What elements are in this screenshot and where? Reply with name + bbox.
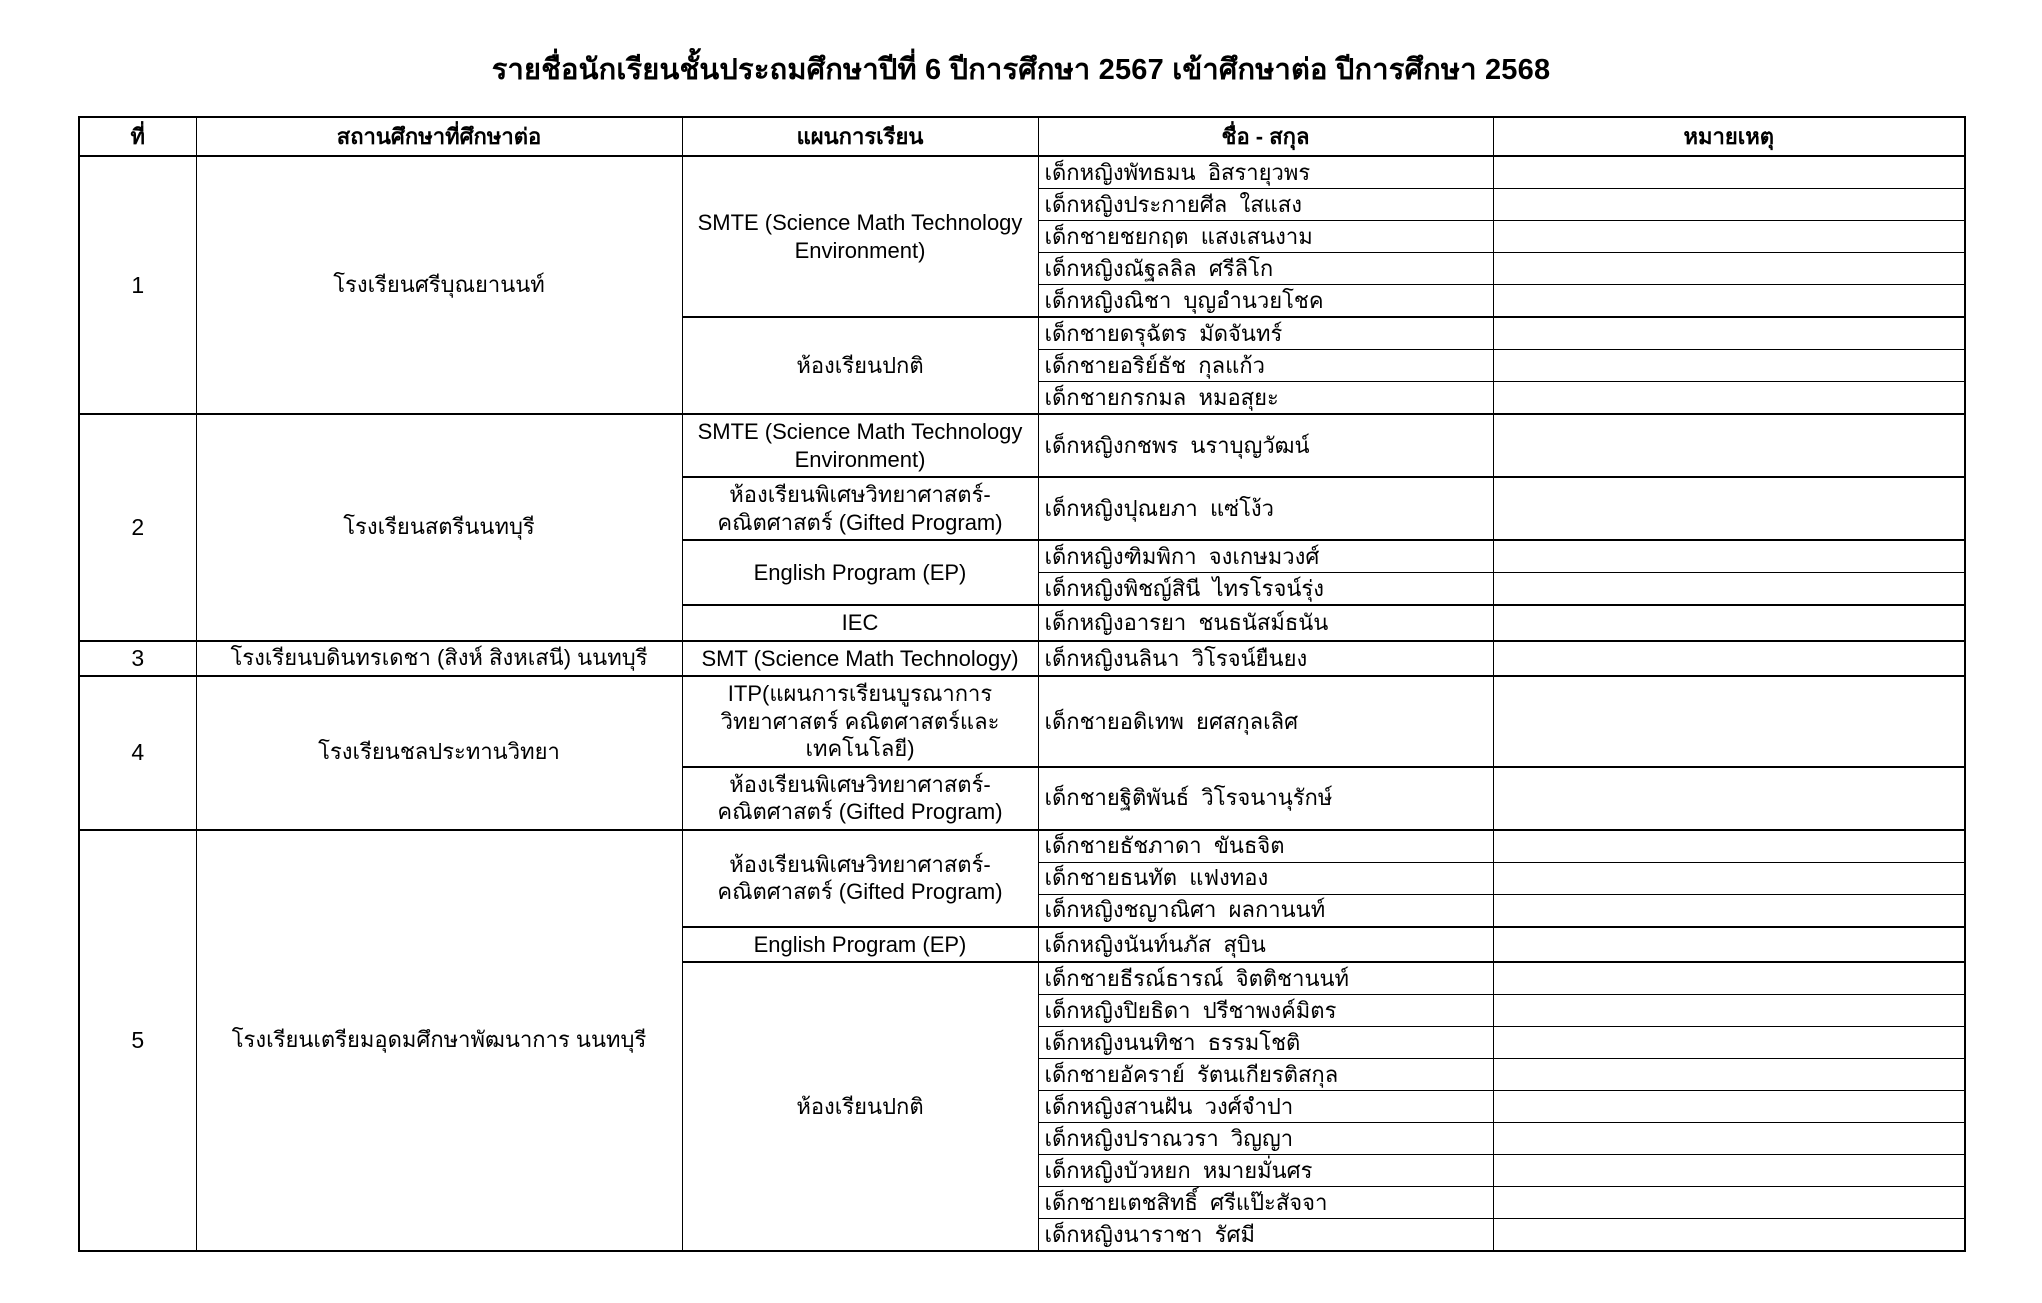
plan-cell: English Program (EP) xyxy=(682,927,1038,963)
remark-cell xyxy=(1493,605,1965,641)
plan-cell: SMTE (Science Math Technology Environment) xyxy=(682,414,1038,477)
plan-cell: ห้องเรียนปกติ xyxy=(682,317,1038,414)
remark-cell xyxy=(1493,1219,1965,1252)
column-header-no: ที่ xyxy=(79,117,196,156)
student-name-cell: เด็กชายธีรณ์ธารณ์ จิตติชานนท์ xyxy=(1038,962,1493,995)
remark-cell xyxy=(1493,253,1965,285)
remark-cell xyxy=(1493,1187,1965,1219)
column-header-remark: หมายเหตุ xyxy=(1493,117,1965,156)
school-name-cell: โรงเรียนชลประทานวิทยา xyxy=(196,676,682,830)
student-name-cell: เด็กหญิงกชพร นราบุญวัฒน์ xyxy=(1038,414,1493,477)
student-name-cell: เด็กหญิงปุณยภา แซ่โง้ว xyxy=(1038,477,1493,540)
table-row xyxy=(79,676,1965,767)
plan-cell: ห้องเรียนปกติ xyxy=(682,962,1038,1251)
row-number-cell: 5 xyxy=(79,830,196,1252)
column-header-name: ชื่อ - สกุล xyxy=(1038,117,1493,156)
student-name-cell: เด็กหญิงณัฐลลิล ศรีลิโก xyxy=(1038,253,1493,285)
plan-cell: English Program (EP) xyxy=(682,540,1038,605)
remark-cell xyxy=(1493,477,1965,540)
school-name-cell: โรงเรียนศรีบุณยานนท์ xyxy=(196,156,682,414)
remark-cell xyxy=(1493,317,1965,350)
remark-cell xyxy=(1493,1091,1965,1123)
remark-cell xyxy=(1493,862,1965,894)
student-name-cell: เด็กหญิงพัทธมน อิสรายุวพร xyxy=(1038,156,1493,189)
remark-cell xyxy=(1493,573,1965,606)
remark-cell xyxy=(1493,927,1965,963)
remark-cell xyxy=(1493,962,1965,995)
plan-cell: IEC xyxy=(682,605,1038,641)
table-row xyxy=(79,156,1965,189)
remark-cell xyxy=(1493,350,1965,382)
table-row xyxy=(79,830,1965,863)
remark-cell xyxy=(1493,1155,1965,1187)
student-name-cell: เด็กหญิงพิชญ์สินี ไทรโรจน์รุ่ง xyxy=(1038,573,1493,606)
plan-cell: ห้องเรียนพิเศษวิทยาศาสตร์-คณิตศาสตร์ (Gifted Program) xyxy=(682,767,1038,830)
student-name-cell: เด็กชายกรกมล หมอสุยะ xyxy=(1038,382,1493,415)
school-name-cell: โรงเรียนเตรียมอุดมศึกษาพัฒนาการ นนทบุรี xyxy=(196,830,682,1252)
row-number-cell: 3 xyxy=(79,641,196,677)
row-number-cell: 2 xyxy=(79,414,196,641)
plan-cell: SMTE (Science Math Technology Environment) xyxy=(682,156,1038,317)
student-name-cell: เด็กชายอริย์ธัช กุลแก้ว xyxy=(1038,350,1493,382)
remark-cell xyxy=(1493,540,1965,573)
row-number-cell: 1 xyxy=(79,156,196,414)
school-name-cell: โรงเรียนบดินทรเดชา (สิงห์ สิงหเสนี) นนทบุรี xyxy=(196,641,682,677)
page-title: รายชื่อนักเรียนชั้นประถมศึกษาปีที่ 6 ปีการศึกษา 2567 เข้าศึกษาต่อ ปีการศึกษา 2568 xyxy=(491,54,1551,86)
student-name-cell: เด็กชายฐิติพันธ์ วิโรจนานุรักษ์ xyxy=(1038,767,1493,830)
remark-cell xyxy=(1493,995,1965,1027)
student-name-cell: เด็กหญิงฑิมพิกา จงเกษมวงศ์ xyxy=(1038,540,1493,573)
plan-cell: ห้องเรียนพิเศษวิทยาศาสตร์-คณิตศาสตร์ (Gifted Program) xyxy=(682,477,1038,540)
table-row xyxy=(79,641,1965,677)
student-name-cell: เด็กชายเตชสิทธิ์ ศรีแป๊ะสัจจา xyxy=(1038,1187,1493,1219)
remark-cell xyxy=(1493,1123,1965,1155)
table-body xyxy=(79,156,1965,1251)
student-name-cell: เด็กชายธนทัต แฟงทอง xyxy=(1038,862,1493,894)
plan-cell: ห้องเรียนพิเศษวิทยาศาสตร์-คณิตศาสตร์ (Gifted Program) xyxy=(682,830,1038,927)
table-header xyxy=(79,117,1965,156)
remark-cell xyxy=(1493,156,1965,189)
student-name-cell: เด็กหญิงประกายศีล ใสแสง xyxy=(1038,189,1493,221)
student-name-cell: เด็กหญิงนันท์นภัส สุบิน xyxy=(1038,927,1493,963)
student-name-cell: เด็กหญิงอารยา ชนธนัสม์ธนัน xyxy=(1038,605,1493,641)
plan-cell: SMT (Science Math Technology) xyxy=(682,641,1038,677)
student-name-cell: เด็กชายอัคราย์ รัตนเกียรติสกุล xyxy=(1038,1059,1493,1091)
remark-cell xyxy=(1493,894,1965,927)
student-name-cell: เด็กหญิงปราณวรา วิญญา xyxy=(1038,1123,1493,1155)
remark-cell xyxy=(1493,641,1965,677)
student-name-cell: เด็กหญิงสานฝัน วงศ์จำปา xyxy=(1038,1091,1493,1123)
table-row xyxy=(79,414,1965,477)
student-name-cell: เด็กหญิงนาราชา รัศมี xyxy=(1038,1219,1493,1252)
student-name-cell: เด็กชายธัชภาดา ขันธจิต xyxy=(1038,830,1493,863)
student-name-cell: เด็กชายอดิเทพ ยศสกุลเลิศ xyxy=(1038,676,1493,767)
student-name-cell: เด็กหญิงนลินา วิโรจน์ยืนยง xyxy=(1038,641,1493,677)
remark-cell xyxy=(1493,285,1965,318)
school-name-cell: โรงเรียนสตรีนนทบุรี xyxy=(196,414,682,641)
student-name-cell: เด็กหญิงปิยธิดา ปรีชาพงค์มิตร xyxy=(1038,995,1493,1027)
column-header-school: สถานศึกษาที่ศึกษาต่อ xyxy=(196,117,682,156)
remark-cell xyxy=(1493,676,1965,767)
column-header-plan: แผนการเรียน xyxy=(682,117,1038,156)
student-name-cell: เด็กหญิงณิชา บุญอำนวยโชค xyxy=(1038,285,1493,318)
remark-cell xyxy=(1493,382,1965,415)
remark-cell xyxy=(1493,1027,1965,1059)
remark-cell xyxy=(1493,767,1965,830)
student-name-cell: เด็กหญิงนนทิชา ธรรมโชติ xyxy=(1038,1027,1493,1059)
remark-cell xyxy=(1493,830,1965,863)
plan-cell: ITP(แผนการเรียนบูรณาการ วิทยาศาสตร์ คณิตศาสตร์และ เทคโนโลยี) xyxy=(682,676,1038,767)
header-row xyxy=(79,117,1965,156)
student-name-cell: เด็กชายดรุฉัตร มัดจันทร์ xyxy=(1038,317,1493,350)
student-name-cell: เด็กหญิงชญาณิศา ผลกานนท์ xyxy=(1038,894,1493,927)
students-table xyxy=(78,116,1966,1252)
student-name-cell: เด็กชายชยกฤต แสงเสนงาม xyxy=(1038,221,1493,253)
row-number-cell: 4 xyxy=(79,676,196,830)
remark-cell xyxy=(1493,189,1965,221)
student-name-cell: เด็กหญิงบัวหยก หมายมั่นศร xyxy=(1038,1155,1493,1187)
remark-cell xyxy=(1493,1059,1965,1091)
remark-cell xyxy=(1493,414,1965,477)
remark-cell xyxy=(1493,221,1965,253)
